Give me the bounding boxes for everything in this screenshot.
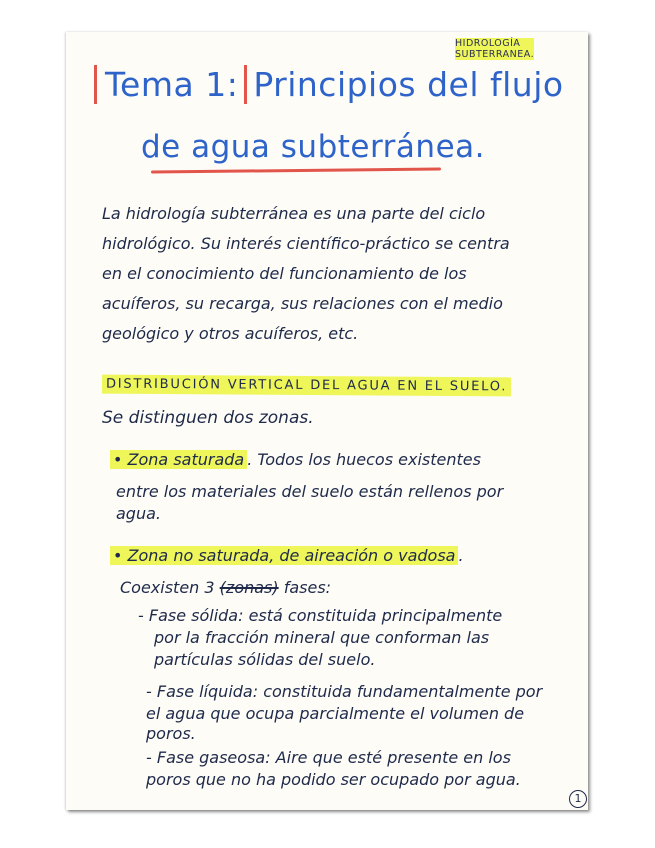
intro-line: hidrológico. Su interés científico-práctico se centra [102,234,510,253]
zona-no-saturada-label [110,546,458,565]
intro-line: La hidrología subterránea es una parte del ciclo [102,204,486,223]
section-intro: Se distinguen dos zonas. [102,408,314,428]
fase-solida-line3: partículas sólidas del suelo. [154,650,376,669]
zona-saturada-line3: agua. [116,504,161,523]
subject-tag [455,38,534,60]
zona-no-saturada-text: Zona no saturada, de aireación o vadosa [127,546,456,565]
zona-no-saturada-line [110,546,464,565]
notebook-page [66,32,588,810]
zona-saturada-line2: entre los materiales del suelo están rellenos por [116,482,504,501]
zona-saturada-label [110,450,247,469]
tema-label: Tema 1: [94,65,247,104]
zona-saturada-desc: . Todos los huecos existentes [247,450,481,469]
title-text-line1: Principios del flujo [253,65,564,104]
intro-line: geológico y otros acuíferos, etc. [102,324,359,343]
intro-line: en el conocimiento del funcionamiento de los [102,264,467,283]
title-line1 [94,65,564,104]
coexisten-post: fases: [283,578,332,597]
intro-line: acuíferos, su recarga, sus relaciones con el medio [102,294,503,313]
fase-liquida-line1: - Fase líquida: constituida fundamentalmente por [146,682,543,701]
fase-solida-line2: por la fracción mineral que conforman las [154,628,490,647]
fase-gaseosa-line1: - Fase gaseosa: Aire que esté presente en los [146,748,511,767]
zona-no-saturada-punct: . [458,546,464,565]
coexisten-struck: (zonas) [219,578,279,597]
subject-tag-line1: HIDROLOGÍA [455,38,521,49]
title-underline [151,167,441,173]
title-line2: de agua subterránea. [141,129,485,165]
zona-saturada-line1 [110,450,481,469]
bullet: • [113,546,123,565]
section-heading: DISTRIBUCIÓN VERTICAL DEL AGUA EN EL SUELO. [102,375,511,397]
fase-gaseosa-line2: poros que no ha podido ser ocupado por agua. [146,770,521,789]
subject-tag-line2: SUBTERRANEA. [455,49,535,60]
fase-solida-line1: - Fase sólida: está constituida principalmente [138,606,503,625]
zona-saturada-text: Zona saturada [127,450,245,469]
page-number: 1 [569,790,587,808]
fase-liquida-line2: el agua que ocupa parcialmente el volumen de [146,704,525,723]
fase-liquida-line3: poros. [146,724,196,743]
coexisten-line [120,578,331,597]
coexisten-pre: Coexisten 3 [120,578,215,597]
bullet: • [113,450,123,469]
